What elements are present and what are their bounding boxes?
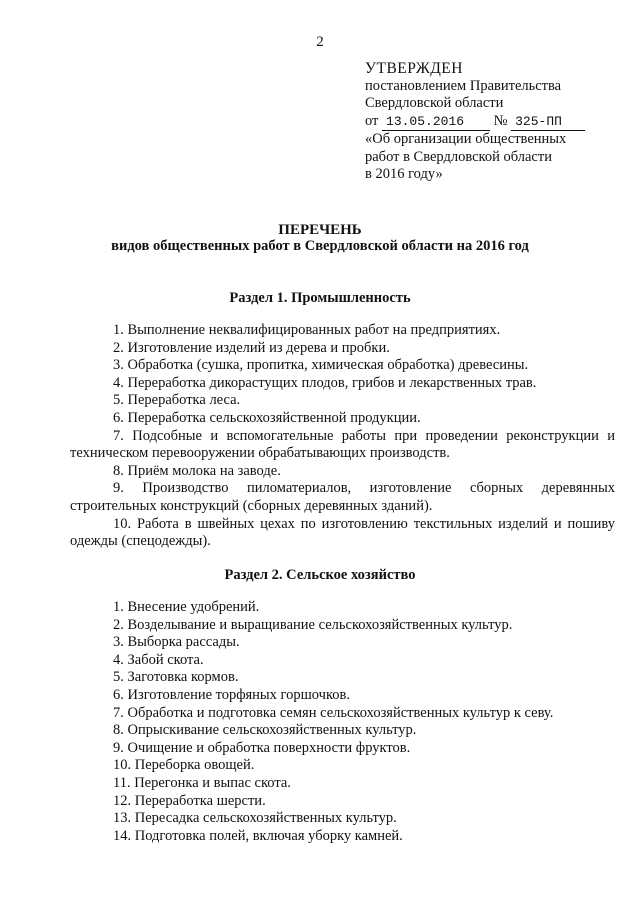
list-item: 1. Внесение удобрений. xyxy=(113,599,260,615)
list-item: 5. Заготовка кормов. xyxy=(113,669,239,686)
approval-line-6: в 2016 году» xyxy=(365,166,443,182)
approval-block xyxy=(365,60,585,184)
list-item: 7. Подсобные и вспомогательные работы при проведении реконструкции и техническом перевооружении обрабатывающих производств. xyxy=(70,427,615,462)
list-item: 3. Выборка рассады. xyxy=(113,634,240,651)
list-item: 11. Перегонка и выпас скота. xyxy=(113,774,291,791)
list-item: 2. Возделывание и выращивание сельскохозяйственных культур. xyxy=(113,616,513,633)
document-title: ПЕРЕЧЕНЬ xyxy=(278,222,362,238)
list-item: 9. Производство пиломатериалов, изготовление сборных деревянных строительных конструкций (сборных деревянных зданий). xyxy=(70,480,615,514)
list-item: 6. Переработка сельскохозяйственной продукции. xyxy=(113,409,421,426)
section-1-heading: Раздел 1. Промышленность xyxy=(229,290,411,306)
list-item: 10. Работа в швейных цехах по изготовлению текстильных изделий и пошиву одежды (спецодежды). xyxy=(70,515,615,550)
approval-line-5: работ в Свердловской области xyxy=(365,148,552,165)
list-item: 4. Забой скота. xyxy=(113,651,204,668)
list-item: 3. Обработка (сушка, пропитка, химическая обработка) древесины. xyxy=(113,357,529,374)
list-item: 1. Выполнение неквалифицированных работ на предприятиях. xyxy=(113,322,501,338)
document-subtitle: видов общественных работ в Свердловской области на 2016 год xyxy=(111,238,529,254)
list-item: 9. Очищение и обработка поверхности фруктов. xyxy=(113,739,411,756)
approval-line-1: постановлением Правительства xyxy=(365,77,562,94)
page-number: 2 xyxy=(316,34,324,50)
approval-number: 325-ПП xyxy=(511,113,585,132)
list-item: 12. Переработка шерсти. xyxy=(113,792,266,809)
approval-line-2: Свердловской области xyxy=(365,95,504,111)
approval-date-row xyxy=(365,113,585,132)
list-item: 10. Переборка овощей. xyxy=(113,757,255,774)
list-item: 13. Пересадка сельскохозяйственных культур. xyxy=(113,810,397,827)
number-prefix: № xyxy=(493,112,508,129)
list-item: 4. Переработка дикорастущих плодов, грибов и лекарственных трав. xyxy=(113,374,537,391)
list-item: 8. Опрыскивание сельскохозяйственных культур. xyxy=(113,722,417,739)
date-prefix: от xyxy=(365,112,379,129)
list-item: 5. Переработка леса. xyxy=(113,392,241,409)
section-2-heading: Раздел 2. Сельское хозяйство xyxy=(224,567,416,583)
list-item: 14. Подготовка полей, включая уборку камней. xyxy=(113,827,403,844)
approval-line-4: «Об организации общественных xyxy=(365,131,567,147)
section-1-list xyxy=(70,322,615,551)
list-item: 7. Обработка и подготовка семян сельскохозяйственных культур к севу. xyxy=(113,704,554,721)
list-item: 6. Изготовление торфяных горшочков. xyxy=(113,686,350,703)
approval-date: 13.05.2016 xyxy=(382,113,490,132)
list-item: 8. Приём молока на заводе. xyxy=(113,462,281,479)
approval-heading: УТВЕРЖДЕН xyxy=(365,60,463,77)
section-2-list xyxy=(70,599,615,845)
list-item: 2. Изготовление изделий из дерева и пробки. xyxy=(113,339,390,356)
